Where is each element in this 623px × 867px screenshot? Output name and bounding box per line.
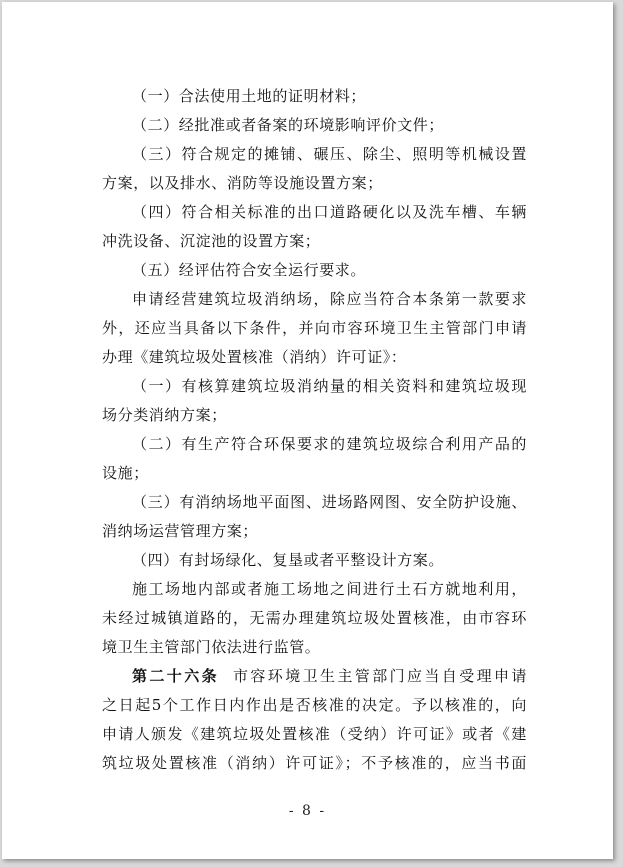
page-number: - 8 - bbox=[288, 803, 327, 819]
text-line: （二）经批准或者备案的环境影响评价文件； bbox=[132, 116, 445, 134]
text-line: 消纳场运营管理方案； bbox=[102, 522, 259, 540]
text-line: （三）符合规定的摊铺、碾压、除尘、照明等机械设置 bbox=[132, 145, 527, 163]
text-line: 办理《建筑垃圾处置核准（消纳）许可证》： bbox=[102, 348, 407, 366]
text-line: 施工场地内部或者施工场地之间进行土石方就地利用， bbox=[132, 580, 527, 598]
text-line: （四）有封场绿化、复垦或者平整设计方案。 bbox=[132, 551, 445, 569]
body-text bbox=[102, 82, 527, 778]
text-line: （四）符合相关标准的出口道路硬化以及洗车槽、车辆 bbox=[132, 203, 527, 221]
text-line: （五）经评估符合安全运行要求。 bbox=[132, 261, 367, 279]
article-number: 第二十六条 bbox=[132, 667, 219, 685]
text-line: 未经过城镇道路的，无需办理建筑垃圾处置核准，由市容环 bbox=[102, 609, 527, 627]
text-line: （一）合法使用土地的证明材料； bbox=[132, 87, 367, 105]
text-line: 之日起5个工作日内作出是否核准的决定。予以核准的，向 bbox=[102, 696, 527, 714]
text-line: 申请人颁发《建筑垃圾处置核准（受纳）许可证》或者《建 bbox=[102, 725, 527, 743]
text-line: 境卫生主管部门依法进行监管。 bbox=[102, 638, 321, 656]
text-line: 方案，以及排水、消防等设施设置方案； bbox=[102, 174, 383, 192]
text-line: 申请经营建筑垃圾消纳场，除应当符合本条第一款要求 bbox=[132, 290, 527, 308]
text-line: 冲洗设备、沉淀池的设置方案； bbox=[102, 232, 321, 250]
article-heading-line bbox=[102, 662, 527, 691]
text-line: 筑垃圾处置核准（消纳）许可证》；不予核准的，应当书面 bbox=[102, 754, 527, 772]
article-text: 市容环境卫生主管部门应当自受理申请 bbox=[233, 667, 527, 685]
text-line: （三）有消纳场地平面图、进场路网图、安全防护设施、 bbox=[132, 493, 527, 511]
document-page bbox=[2, 2, 613, 859]
text-line: （二）有生产符合环保要求的建筑垃圾综合利用产品的 bbox=[132, 435, 527, 453]
text-line: 设施； bbox=[102, 464, 149, 482]
text-line: 外，还应当具备以下条件，并向市容环境卫生主管部门申请 bbox=[102, 319, 527, 337]
text-line: （一）有核算建筑垃圾消纳量的相关资料和建筑垃圾现 bbox=[132, 377, 527, 395]
text-line: 场分类消纳方案； bbox=[102, 406, 227, 424]
